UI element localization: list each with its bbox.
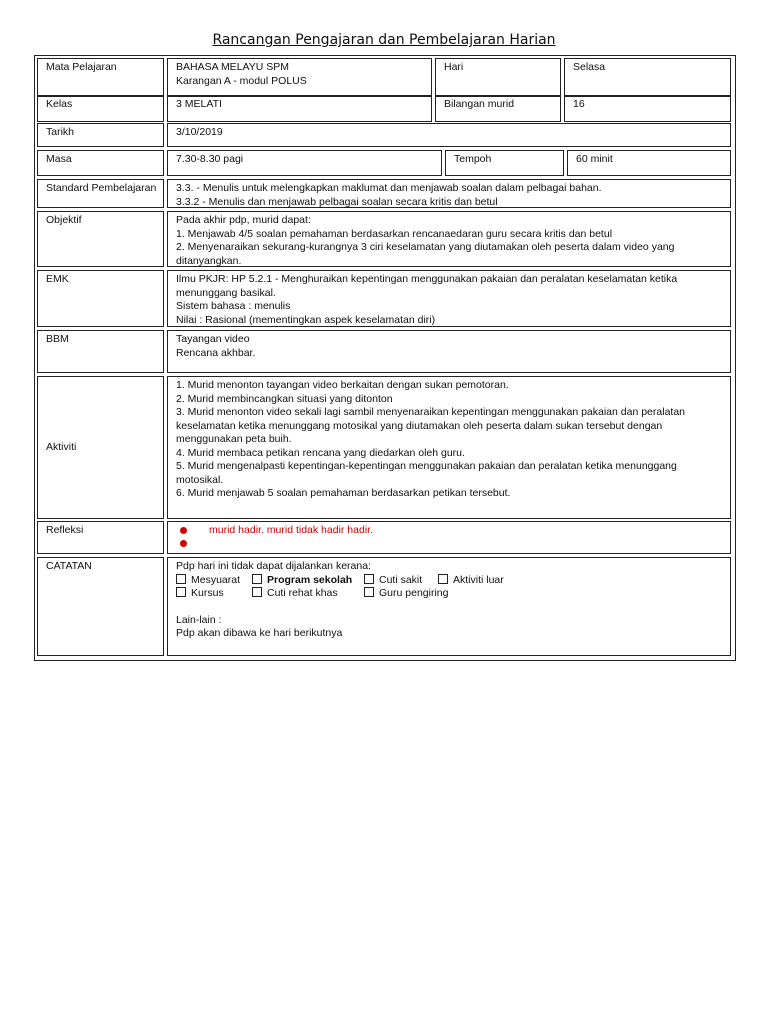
lain-lain-text: Pdp akan dibawa ke hari berikutnya <box>176 627 343 639</box>
checkbox-icon[interactable] <box>364 587 374 597</box>
option-kursus[interactable] <box>176 587 252 601</box>
checkbox-icon[interactable] <box>176 574 186 584</box>
label-text: Bilangan murid <box>444 98 515 110</box>
emk-value <box>167 270 731 327</box>
checkbox-icon[interactable] <box>438 574 448 584</box>
bbm-value <box>167 330 731 373</box>
catatan-intro: Pdp hari ini tidak dapat dijalankan kerana: <box>176 560 371 572</box>
kelas-label <box>37 95 164 122</box>
tempoh-label <box>445 150 564 176</box>
masa-label <box>37 150 164 176</box>
aktiviti-line: keselamatan ketika menunggang motosikal yang diutamakan oleh peserta dalam sukan tersebut dengan <box>176 419 663 432</box>
catatan-label <box>37 557 164 656</box>
checkbox-icon[interactable] <box>176 587 186 597</box>
standard-line: 3.3. - Menulis untuk melengkapkan maklumat dan menjawab soalan dalam pelbagai bahan. <box>176 182 602 194</box>
objektif-line: 1. Menjawab 4/5 soalan pemahaman berdasarkan rencanaedaran guru secara kritis dan betul <box>176 227 613 240</box>
lain-lain-label: Lain-lain : <box>176 613 222 626</box>
emk-line: Nilai : Rasional (mementingkan aspek keselamatan diri) <box>176 313 436 326</box>
emk-line: menunggang basikal. <box>176 286 276 299</box>
aktiviti-line: motosikal. <box>176 473 224 486</box>
option-label: Mesyuarat <box>191 573 241 586</box>
bbm-line: Tayangan video <box>176 333 250 345</box>
standard-line: 3.3.2 - Menulis dan menjawab pelbagai soalan secara kritis dan betul <box>176 195 498 208</box>
aktiviti-value <box>167 376 731 519</box>
bilangan-murid-value <box>564 95 731 122</box>
emk-line: Sistem bahasa : menulis <box>176 300 291 312</box>
label-text: Hari <box>444 61 464 73</box>
page-title: Rancangan Pengajaran dan Pembelajaran Harian <box>212 32 556 48</box>
bullet-icon <box>180 527 187 534</box>
catatan-value <box>167 557 731 656</box>
bullet-icon <box>180 540 187 547</box>
label-text: Masa <box>46 153 72 165</box>
label-text: Objektif <box>46 214 82 226</box>
option-label: Guru pengiring <box>379 587 449 599</box>
option-program-sekolah[interactable] <box>252 574 364 588</box>
value-text: Selasa <box>573 61 606 73</box>
refleksi-label <box>37 521 164 554</box>
refleksi-value <box>167 521 731 554</box>
value-text: 7.30-8.30 pagi <box>176 153 244 165</box>
kelas-value <box>167 95 432 122</box>
objektif-line: ditanyangkan. <box>176 254 242 267</box>
option-label: Aktiviti luar <box>453 573 504 586</box>
label-text: EMK <box>46 273 69 285</box>
option-label: Kursus <box>191 587 224 599</box>
bilangan-murid-label <box>435 95 561 122</box>
label-text: Aktiviti <box>46 440 77 453</box>
mata-pelajaran-value <box>167 58 432 97</box>
aktiviti-line: 4. Murid membaca petikan rencana yang diedarkan oleh guru. <box>176 446 465 459</box>
label-text: Refleksi <box>46 524 84 536</box>
refleksi-text: murid hadir. murid tidak hadir hadir. <box>209 524 373 536</box>
standard-label <box>37 179 164 208</box>
aktiviti-line: menggunakan peta buih. <box>176 433 292 445</box>
emk-line: Ilmu PKJR: HP 5.2.1 - Menghuraikan kepentingan menggunakan pakaian dan peralatan keselamatan ketika <box>176 273 678 285</box>
label-text: CATATAN <box>46 560 92 572</box>
checkbox-icon[interactable] <box>364 574 374 584</box>
option-guru-pengiring[interactable] <box>364 587 448 601</box>
masa-value <box>167 150 442 176</box>
option-label: Program sekolah <box>267 573 353 586</box>
label-text: Tempoh <box>454 153 492 165</box>
option-mesyuarat[interactable] <box>176 574 252 588</box>
objektif-label <box>37 211 164 267</box>
label-text: Mata Pelajaran <box>46 61 117 73</box>
tempoh-value <box>567 150 731 176</box>
objektif-line: 2. Menyenaraikan sekurang-kurangnya 3 ciri keselamatan yang diutamakan oleh peserta dalam video yang <box>176 241 675 253</box>
option-cuti-rehat-khas[interactable] <box>252 587 364 601</box>
checkbox-icon[interactable] <box>252 574 262 584</box>
aktiviti-label <box>37 376 164 519</box>
value-text: 16 <box>573 98 585 110</box>
option-cuti-sakit[interactable] <box>364 574 438 588</box>
hari-label <box>435 58 561 97</box>
subject-module-line: Karangan A - modul POLUS <box>176 74 307 87</box>
aktiviti-line: 2. Murid membincangkan situasi yang ditonton <box>176 392 393 405</box>
label-text: Tarikh <box>46 126 75 138</box>
tarikh-label <box>37 123 164 147</box>
aktiviti-line: 3. Murid menonton video sekali lagi sambil menyenaraikan kepentingan menggunakan pakaian dan peralatan <box>176 406 685 418</box>
label-text: BBM <box>46 333 69 345</box>
bbm-line: Rencana akhbar. <box>176 346 256 359</box>
catatan-options-row <box>176 587 722 601</box>
label-text: Kelas <box>46 98 73 110</box>
option-label: Cuti sakit <box>379 573 423 586</box>
hari-value <box>564 58 731 97</box>
option-label: Cuti rehat khas <box>267 587 338 599</box>
value-text: 3/10/2019 <box>176 126 223 138</box>
tarikh-value <box>167 123 731 147</box>
aktiviti-line: 1. Murid menonton tayangan video berkaitan dengan sukan pemotoran. <box>176 379 509 391</box>
value-text: 60 minit <box>576 153 613 165</box>
option-aktiviti-luar[interactable] <box>438 574 504 588</box>
checkbox-icon[interactable] <box>252 587 262 597</box>
subject-line: BAHASA MELAYU SPM <box>176 61 290 73</box>
standard-value <box>167 179 731 208</box>
objektif-value <box>167 211 731 267</box>
label-text: Standard Pembelajaran <box>46 182 157 194</box>
aktiviti-line: 5. Murid mengenalpasti kepentingan-kepentingan menggunakan pakaian dan peralatan ketika menunggang <box>176 460 677 472</box>
mata-pelajaran-label <box>37 58 164 97</box>
bbm-label <box>37 330 164 373</box>
emk-label <box>37 270 164 327</box>
value-text: 3 MELATI <box>176 98 222 110</box>
aktiviti-line: 6. Murid menjawab 5 soalan pemahaman berdasarkan petikan tersebut. <box>176 487 511 499</box>
catatan-options-row <box>176 574 722 588</box>
objektif-line: Pada akhir pdp, murid dapat: <box>176 214 311 226</box>
